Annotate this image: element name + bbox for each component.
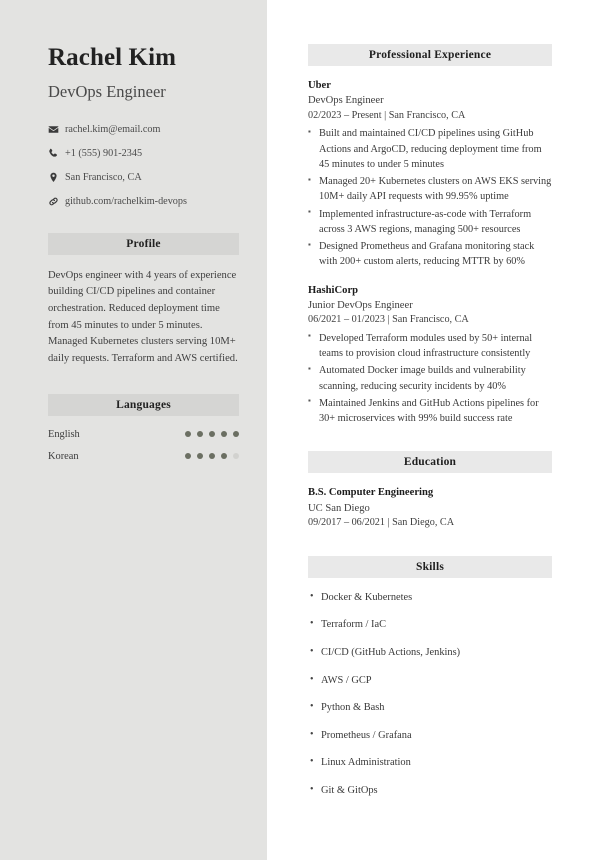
level-dot-empty [233,453,239,459]
entry-date-location: 02/2023 – Present | San Francisco, CA [308,109,466,121]
skill-item: • Python & Bash [308,701,552,716]
education-section-header: Education [308,451,552,473]
level-dot-filled [197,453,203,459]
level-dot-filled [185,431,191,437]
entry-organization: HashiCorp [308,284,359,296]
resume-entry [308,486,552,530]
contact-item-website[interactable] [48,195,239,208]
resume-entry [308,284,552,427]
language-name: Korean [48,450,79,462]
entry-bullet: ▪ Implemented infrastructure-as-code with Terraform across 3 AWS regions, managing 500+ resources [308,207,552,237]
entry-date-location: 09/2017 – 06/2021 | San Diego, CA [308,517,455,529]
entry-role: UC San Diego [308,502,370,514]
entry-organization: Uber [308,80,331,91]
entry-bullet: ▪ Maintained Jenkins and GitHub Actions pipelines for 30+ microservices with 99% build success rate [308,396,552,426]
skill-item: • Linux Administration [308,756,552,771]
level-dot-filled [197,431,203,437]
profile-section-header: Profile [48,233,239,255]
language-row-korean [48,451,239,462]
contact-website-text: github.com/rachelkim-devops [65,196,187,208]
entry-bullet: ▪ Designed Prometheus and Grafana monitoring stack with 200+ custom alerts, reducing MTTR by 60% [308,239,552,269]
entry-bullet-list [308,331,552,426]
phone-icon [48,148,65,159]
skills-list [308,591,552,799]
language-level-dots [185,431,239,437]
experience-section-header: Professional Experience [308,44,552,66]
main-content [267,0,608,860]
contact-item-email[interactable] [48,123,239,136]
skill-item: • Prometheus / Grafana [308,729,552,744]
envelope-icon [48,124,65,135]
language-name: English [48,428,80,440]
level-dot-filled [209,431,215,437]
level-dot-filled [221,453,227,459]
language-level-dots [185,453,239,459]
contact-item-location[interactable] [48,171,239,184]
entry-bullet: ▪ Automated Docker image builds and vulnerability scanning, reducing security incidents by 40% [308,363,552,393]
profile-summary-text: DevOps engineer with 4 years of experience building CI/CD pipelines and container orchestration. Reduced deployment time from 45 minutes to under 5 minutes. Managed Kubernetes clusters serving 10M+ daily requests. Terraform and AWS certified. [48,269,238,365]
contact-email-text: rachel.kim@email.com [65,123,161,135]
skills-section-header: Skills [308,556,552,578]
entry-role: DevOps Engineer [308,95,384,107]
skill-item: • Docker & Kubernetes [308,591,552,606]
languages-section-header: Languages [48,394,239,416]
contact-phone-text: +1 (555) 901-2345 [65,147,143,159]
contact-location-text: San Francisco, CA [65,172,142,184]
level-dot-filled [221,431,227,437]
skill-item: • AWS / GCP [308,674,552,689]
candidate-name: Rachel Kim [48,44,177,71]
entry-date-location: 06/2021 – 01/2023 | San Francisco, CA [308,314,469,326]
skill-item: • Git & GitOps [308,784,552,799]
level-dot-filled [185,453,191,459]
contact-list [48,123,239,209]
skill-item: • CI/CD (GitHub Actions, Jenkins) [308,646,552,661]
link-icon [48,196,65,207]
entry-bullet: ▪ Built and maintained CI/CD pipelines using GitHub Actions and ArgoCD, reducing deployment time from 45 minutes to under 5 minutes [308,126,552,172]
candidate-job-title: DevOps Engineer [48,81,166,101]
experience-entries [308,79,552,426]
entry-bullet: ▪ Managed 20+ Kubernetes clusters on AWS EKS serving 10M+ daily API requests with 99.95% uptime [308,174,552,204]
resume-entry [308,79,552,270]
skill-item: • Terraform / IaC [308,618,552,633]
entry-role: Junior DevOps Engineer [308,299,413,311]
entry-bullet-list [308,126,552,269]
education-entries [308,486,552,530]
language-row-english [48,429,239,440]
entry-organization: B.S. Computer Engineering [308,487,434,499]
level-dot-filled [209,453,215,459]
location-pin-icon [48,172,65,183]
entry-bullet: ▪ Developed Terraform modules used by 50+ internal teams to provision cloud infrastructure consistently [308,331,552,361]
sidebar [0,0,267,860]
contact-item-phone[interactable] [48,147,239,160]
level-dot-filled [233,431,239,437]
